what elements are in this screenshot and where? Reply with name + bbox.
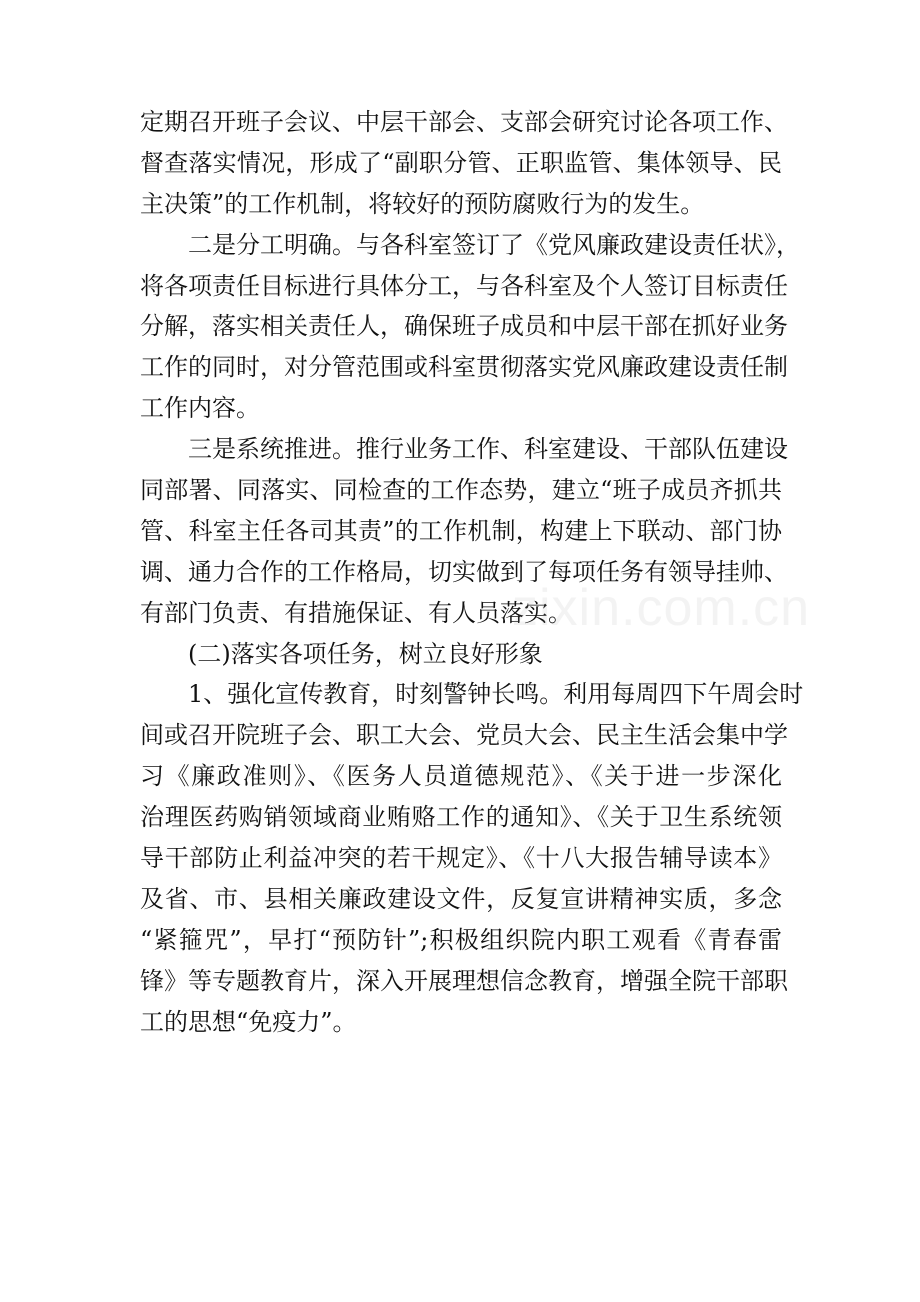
text-line: 管、科室主任各司其责”的工作机制，构建上下联动、部门协 bbox=[140, 516, 782, 545]
text-line: 及省、市、县相关廉政建设文件，反复宣讲精神实质，多念 bbox=[140, 884, 782, 913]
text-line: 主决策”的工作机制，将较好的预防腐败行为的发生。 bbox=[140, 189, 705, 218]
text-line: 治理医药购销领域商业贿赂工作的通知》、《关于卫生系统领 bbox=[140, 803, 782, 832]
text-line: 将各项责任目标进行具体分工，与各科室及个人签订目标责任 bbox=[140, 271, 788, 300]
text-line: 锋》等专题教育片，深入开展理想信念教育，增强全院干部职 bbox=[140, 966, 788, 995]
text-line: 督查落实情况，形成了“副职分管、正职监管、集体领导、民 bbox=[140, 148, 782, 177]
text-line: 分解，落实相关责任人，确保班子成员和中层干部在抓好业务 bbox=[140, 312, 788, 341]
watermark: zixin.com.cn bbox=[512, 579, 811, 637]
document-body bbox=[140, 102, 804, 1042]
text-line: 工作的同时，对分管范围或科室贯彻落实党风廉政建设责任制 bbox=[140, 353, 788, 382]
text-line: 工作内容。 bbox=[140, 394, 260, 423]
text-line: 习《廉政准则》、《医务人员道德规范》、《关于进一步深化 bbox=[140, 762, 782, 791]
text-line: 定期召开班子会议、中层干部会、支部会研究讨论各项工作、 bbox=[140, 108, 788, 136]
paragraph-start-line: 三是系统推进。推行业务工作、科室建设、干部队伍建设 bbox=[188, 435, 788, 464]
text-line: “紧箍咒”，早打“预防针”;积极组织院内职工观看《青春雷 bbox=[140, 925, 782, 954]
text-line: 有部门负责、有措施保证、有人员落实。 bbox=[140, 598, 572, 627]
paragraph-start-line: 1、强化宣传教育，时刻警钟长鸣。利用每周四下午周会时 bbox=[188, 680, 804, 709]
text-line: 同部署、同落实、同检查的工作态势，建立“班子成员齐抓共 bbox=[140, 476, 782, 505]
text-line: 间或召开院班子会、职工大会、党员大会、民主生活会集中学 bbox=[140, 721, 788, 750]
text-line: 调、通力合作的工作格局，切实做到了每项任务有领导挂帅、 bbox=[140, 557, 788, 586]
text-line: 工的思想“免疫力”。 bbox=[140, 1007, 357, 1036]
paragraph-start-line: 二是分工明确。与各科室签订了《党风廉政建设责任状》， bbox=[188, 230, 800, 259]
section-heading: (二)落实各项任务，树立良好形象 bbox=[188, 639, 543, 668]
text-line: 导干部防止利益冲突的若干规定》、《十八大报告辅导读本》 bbox=[140, 844, 782, 873]
